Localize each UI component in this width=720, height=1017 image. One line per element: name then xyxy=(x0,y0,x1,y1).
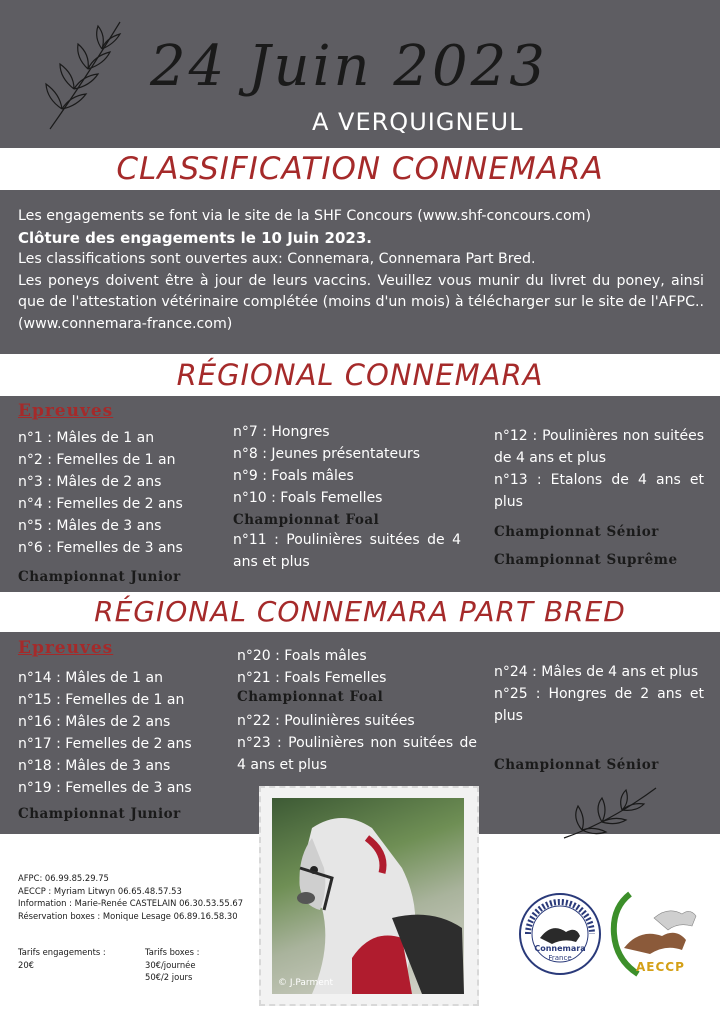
regional-champ-junior: Championnat Junior xyxy=(18,569,181,585)
list-item: n°23 : Poulinières non suitées de 4 ans et plus xyxy=(237,735,477,773)
list-item: n°9 : Foals mâles xyxy=(233,468,354,484)
list-item: n°13 : Etalons de 4 ans et plus xyxy=(494,472,704,510)
aeccp-logo xyxy=(610,888,702,980)
list-item: n°24 : Mâles de 4 ans et plus xyxy=(494,664,699,680)
list-item: n°18 : Mâles de 3 ans xyxy=(18,758,171,774)
list-item: n°21 : Foals Femelles xyxy=(237,670,387,686)
regional-epreuves-label: Epreuves xyxy=(18,401,114,421)
intro-text xyxy=(18,206,704,335)
regional-title: RÉGIONAL CONNEMARA xyxy=(0,354,720,396)
aeccp-text: AECCP xyxy=(636,960,685,974)
tarifs-boxes-value-1: 30€/journée xyxy=(145,959,196,970)
list-item: n°25 : Hongres de 2 ans et plus xyxy=(494,686,704,724)
contact-line: AFPC: 06.99.85.29.75 xyxy=(18,873,109,883)
list-item: n°3 : Mâles de 2 ans xyxy=(18,474,162,490)
tarifs-engagements xyxy=(18,946,106,971)
contact-line: Information : Marie-Renée CASTELAIN 06.30.53.55.67 xyxy=(18,898,244,908)
intro-line-1: Les engagements se font via le site de la SHF Concours (www.shf-concours.com) xyxy=(18,208,591,224)
tarifs-boxes-label: Tarifs boxes : xyxy=(145,947,200,957)
list-item: n°22 : Poulinières suitées xyxy=(237,713,415,729)
afpc-logo-icon xyxy=(518,892,602,976)
list-item: n°8 : Jeunes présentateurs xyxy=(233,446,421,462)
list-item: n°12 : Poulinières non suitées de 4 ans et plus xyxy=(494,428,704,466)
list-item: n°4 : Femelles de 2 ans xyxy=(18,496,183,512)
tarifs-engagements-label: Tarifs engagements : xyxy=(18,947,106,957)
contact-line: AECCP : Myriam Litwyn 06.65.48.57.53 xyxy=(18,885,182,896)
partbred-col2a xyxy=(237,645,386,689)
partbred-title: RÉGIONAL CONNEMARA PART BRED xyxy=(0,592,720,632)
list-item: n°11 : Poulinières suitées de 4 ans et plus xyxy=(233,532,461,570)
contact-line: Réservation boxes : Monique Lesage 06.89.16.58.30 xyxy=(18,910,238,921)
partbred-col2b xyxy=(237,710,477,776)
tarifs-boxes-value-2: 50€/2 jours xyxy=(145,972,193,982)
list-item: n°2 : Femelles de 1 an xyxy=(18,452,176,468)
tarifs-boxes xyxy=(145,946,199,984)
partbred-col3 xyxy=(494,661,704,727)
partbred-champ-junior: Championnat Junior xyxy=(18,806,181,822)
list-item: n°20 : Foals mâles xyxy=(237,648,367,664)
regional-champ-foal: Championnat Foal xyxy=(233,512,380,528)
partbred-col1 xyxy=(18,667,192,799)
partbred-epreuves-label: Epreuves xyxy=(18,638,114,658)
regional-col1 xyxy=(18,427,183,559)
intro-deadline: Clôture des engagements le 10 Juin 2023. xyxy=(18,228,372,247)
afpc-logo xyxy=(518,892,602,976)
list-item: n°7 : Hongres xyxy=(233,424,330,440)
list-item: n°1 : Mâles de 1 an xyxy=(18,430,155,446)
leaf-branch-icon xyxy=(560,782,660,844)
regional-col2 xyxy=(233,421,420,509)
pony-photo xyxy=(272,798,464,994)
list-item: n°19 : Femelles de 3 ans xyxy=(18,780,192,796)
event-location: A VERQUIGNEUL xyxy=(312,108,524,136)
afpc-center-2: France xyxy=(548,954,572,962)
regional-champ-senior: Championnat Sénior xyxy=(494,524,659,540)
list-item: n°17 : Femelles de 2 ans xyxy=(18,736,192,752)
classification-title: CLASSIFICATION CONNEMARA xyxy=(0,148,720,190)
list-item: n°14 : Mâles de 1 an xyxy=(18,670,163,686)
contacts-block xyxy=(18,872,243,922)
list-item: n°16 : Mâles de 2 ans xyxy=(18,714,171,730)
intro-line-3: Les classifications sont ouvertes aux: Connemara, Connemara Part Bred. xyxy=(18,251,536,267)
list-item: n°5 : Mâles de 3 ans xyxy=(18,518,162,534)
photo-credit: © J.Parment xyxy=(278,978,333,988)
list-item: n°6 : Femelles de 3 ans xyxy=(18,540,183,556)
partbred-champ-senior: Championnat Sénior xyxy=(494,757,659,773)
leaf-branch-icon xyxy=(42,14,132,134)
regional-col3 xyxy=(494,425,704,513)
intro-line-4: Les poneys doivent être à jour de leurs vaccins. Veuillez vous munir du livret du poney, ainsi que de l'attestation vétérinaire complétée (moins d'un mois) à télécharger sur le site de l'AFPC..(www.connemara-france.com) xyxy=(18,272,704,332)
list-item: n°15 : Femelles de 1 an xyxy=(18,692,185,708)
regional-champ-supreme: Championnat Suprême xyxy=(494,552,678,568)
afpc-center-1: Connemara xyxy=(534,944,586,953)
event-date: 24 Juin 2023 xyxy=(150,34,548,99)
pony-illustration xyxy=(272,798,464,994)
list-item: n°10 : Foals Femelles xyxy=(233,490,383,506)
tarifs-engagements-value: 20€ xyxy=(18,959,34,970)
regional-col2-extra xyxy=(233,529,461,573)
partbred-champ-foal: Championnat Foal xyxy=(237,689,384,705)
